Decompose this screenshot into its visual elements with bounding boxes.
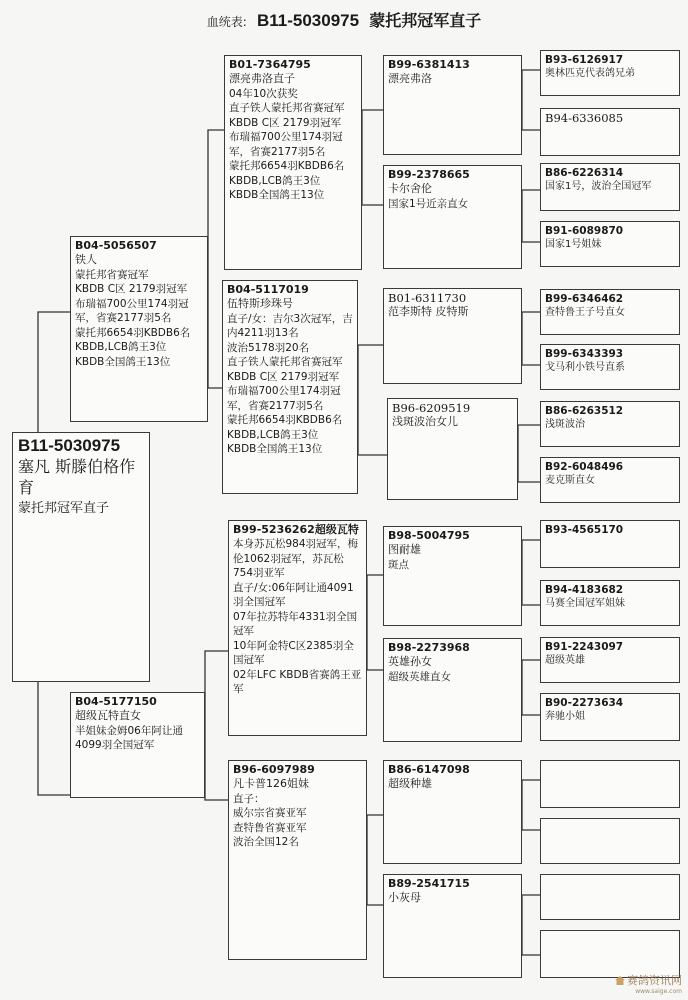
sire-dam-line-6: KBDB,LCB鸽王3位 <box>227 428 319 441</box>
gg-ring-8: B92-6048496 <box>545 461 624 473</box>
site-watermark <box>615 975 682 997</box>
dam-dam-line-2: 查特鲁省赛亚军 <box>233 821 307 834</box>
dd-dam-ring: B89-2541715 <box>388 877 470 890</box>
gg-ring-7: B86-6263512 <box>545 405 624 417</box>
title-ring: B11-5030975 <box>256 11 360 30</box>
connector-dss <box>522 540 540 605</box>
gg-name-12: 奔驰小姐 <box>545 711 585 722</box>
gg-card-8 <box>540 457 680 503</box>
gg-ring-1: B93-6126917 <box>545 54 624 66</box>
ss-dam-line-0: 国家1号近亲直女 <box>388 197 469 210</box>
sire-dam-line-3: KBDB C区 2179羽冠军 <box>227 370 340 383</box>
ds-dam-card <box>383 638 522 742</box>
sire-sire-card <box>224 55 362 270</box>
connector-ddd <box>522 895 540 955</box>
gg-card-12 <box>540 693 680 741</box>
gg-card-15 <box>540 874 680 920</box>
dam-sire-line-1: 直子/女:06年阿让通4091羽全国冠军 <box>233 581 354 608</box>
sire-dam-line-0: 直子/女：吉尔3次冠军，吉内4211羽13名 <box>227 312 353 339</box>
sire-sire-line-4: 蒙托邦6654羽KBDB6名 <box>229 160 345 172</box>
gg-name-7: 浅斑波治 <box>545 419 585 430</box>
main-line-0: 蒙托邦冠军直子 <box>18 501 110 516</box>
sire-line-3: 蒙托邦6654羽KBDB6名 <box>75 326 191 339</box>
dam-dam-line-1: 威尔宗省赛亚军 <box>233 807 307 819</box>
main-pigeon-card <box>12 432 150 682</box>
gg-name-4: 国家1号姐妹 <box>545 239 602 250</box>
sire-line-1: KBDB C区 2179羽冠军 <box>75 283 188 295</box>
gg-card-13 <box>540 760 680 808</box>
sd-dam-name: 浅斑波治女儿 <box>392 415 458 428</box>
dd-sire-ring: B86-6147098 <box>388 763 470 776</box>
gg-card-6 <box>540 344 680 390</box>
gg-name-6: 戈马利小铁号直系 <box>545 362 625 373</box>
sire-sire-line-6: KBDB全国鸽王13位 <box>229 189 325 201</box>
gg-name-3: 国家1号，波治全国冠军 <box>545 181 652 192</box>
ss-sire-name: 漂亮弗洛 <box>388 72 432 85</box>
gg-ring-4: B91-6089870 <box>545 225 624 237</box>
ds-sire-name: 图耐雄 <box>388 543 421 556</box>
gg-card-5 <box>540 289 680 335</box>
ss-sire-card <box>383 55 522 155</box>
gg-name-8: 麦克斯直女 <box>545 475 595 486</box>
sd-sire-ring: B01-6311730 <box>388 291 467 305</box>
sire-sire-ring: B01-7364795 <box>229 58 311 71</box>
gg-card-11 <box>540 637 680 683</box>
sire-dam-line-4: 布瑞福700公里174羽冠军，省赛2177羽5名 <box>227 385 341 412</box>
sire-name: 铁人 <box>75 253 97 266</box>
sire-sire-line-5: KBDB,LCB鸽王3位 <box>229 174 321 187</box>
dam-sire-line-4: 02年LFC KBDB省赛鸽王亚军 <box>233 668 362 695</box>
title-subtitle: 蒙托邦冠军直子 <box>369 11 482 30</box>
dd-sire-name: 超级种雄 <box>388 777 432 790</box>
dd-sire-card <box>383 760 522 864</box>
connector-sdd <box>518 425 540 482</box>
dam-line-0: 半姐妹金姆06年阿让通 <box>75 724 183 737</box>
dam-sire-line-0: 本身苏瓦松984羽冠军，梅伦1062羽冠军，苏瓦松754羽亚军 <box>233 538 359 579</box>
title-label: 血统表: <box>206 15 247 29</box>
dam-sire-ring: B99-5236262超级瓦特 <box>233 523 359 536</box>
gg-name-5: 查特鲁王子号直女 <box>545 307 625 318</box>
dam-dam-line-3: 波治全国12名 <box>233 836 299 848</box>
gg-name-11: 超级英雄 <box>545 655 585 666</box>
dam-ring: B04-5177150 <box>75 695 157 708</box>
watermark-site: 赛鸽资讯网 <box>627 974 682 987</box>
connector-sds <box>522 312 540 365</box>
sire-sire-line-2: KBDB C区 2179羽冠军 <box>229 116 342 129</box>
sire-sire-line-1: 直子铁人蒙托邦省赛冠军 <box>229 102 345 114</box>
gg-card-10 <box>540 580 680 626</box>
gg-card-14 <box>540 818 680 864</box>
gg-card-1 <box>540 50 680 96</box>
gg-ring-2: B94-6336085 <box>545 111 624 125</box>
gg-ring-6: B99-6343393 <box>545 348 624 360</box>
connector-dd <box>367 815 384 905</box>
ss-dam-card <box>383 165 522 269</box>
dd-dam-name: 小灰母 <box>388 891 421 904</box>
main-ring: B11-5030975 <box>18 436 121 455</box>
gg-ring-12: B90-2273634 <box>545 697 624 709</box>
sire-dam-line-7: KBDB全国鸽王13位 <box>227 443 323 455</box>
gg-ring-11: B91-2243097 <box>545 641 624 653</box>
connector-sss <box>522 70 540 130</box>
gg-card-3 <box>540 163 680 211</box>
ds-dam-ring: B98-2273968 <box>388 641 470 654</box>
sire-dam-card <box>222 280 358 494</box>
sire-line-5: KBDB全国鸽王13位 <box>75 355 171 368</box>
sire-sire-name: 漂亮弗洛直子 <box>229 72 295 85</box>
ds-sire-card <box>383 526 522 626</box>
connector-dds <box>522 780 540 830</box>
dam-dam-name: 凡卡普126姐妹 <box>233 777 309 790</box>
dam-name: 超级瓦特直女 <box>75 709 141 722</box>
gg-ring-9: B93-4565170 <box>545 524 624 536</box>
sire-line-4: KBDB,LCB鸽王3位 <box>75 341 167 353</box>
dd-dam-card <box>383 874 522 978</box>
gg-ring-10: B94-4183682 <box>545 584 624 596</box>
dam-dam-card <box>228 760 367 960</box>
dam-sire-line-2: 07年拉苏特年4331羽全国冠军 <box>233 610 358 637</box>
dam-card <box>70 692 205 798</box>
sire-line-2: 布瑞福700公里174羽冠军，省赛2177羽5名 <box>75 297 189 324</box>
sire-dam-line-5: 蒙托邦6654羽KBDB6名 <box>227 414 343 426</box>
connector-ds <box>367 575 384 670</box>
dam-dam-ring: B96-6097989 <box>233 763 315 776</box>
dam-sire-line-3: 10年阿金特C区2385羽全国冠军 <box>233 639 354 666</box>
connector-dsd <box>522 660 540 715</box>
gg-name-1: 奥林匹克代表鸽兄弟 <box>545 68 635 79</box>
sire-card <box>70 236 208 422</box>
sire-dam-name: 伍特斯珍珠号 <box>227 297 293 310</box>
gg-ring-3: B86-6226314 <box>545 167 624 179</box>
connector-ss <box>362 110 384 205</box>
ds-sire-line-0: 斑点 <box>388 558 409 571</box>
gg-card-16 <box>540 930 680 978</box>
sire-sire-line-3: 布瑞福700公里174羽冠军，省赛2177羽5名 <box>229 131 343 158</box>
connector-dam <box>205 651 230 800</box>
sd-dam-ring: B96-6209519 <box>392 401 471 415</box>
gg-card-4 <box>540 221 680 267</box>
sire-ring: B04-5056507 <box>75 239 157 252</box>
sire-line-0: 蒙托邦省赛冠军 <box>75 268 149 281</box>
dam-dam-line-0: 直子： <box>233 792 265 805</box>
sire-dam-ring: B04-5117019 <box>227 283 309 296</box>
gg-card-7 <box>540 401 680 447</box>
ds-dam-name: 英雄孙女 <box>388 655 432 668</box>
dam-sire-card <box>228 520 367 736</box>
ss-sire-ring: B99-6381413 <box>388 58 470 71</box>
ds-sire-ring: B98-5004795 <box>388 529 470 542</box>
sd-dam-card <box>387 398 518 500</box>
sire-dam-line-2: 直子铁人蒙托邦省赛冠军 <box>227 356 343 368</box>
ss-dam-ring: B99-2378665 <box>388 168 470 181</box>
sire-dam-line-1: 波治5178羽20名 <box>227 341 310 354</box>
gg-name-10: 马赛全国冠军姐妹 <box>545 598 625 609</box>
sire-sire-line-0: 04年10次获奖 <box>229 87 298 100</box>
watermark-url: www.saige.com <box>635 988 682 995</box>
connector-ssd <box>522 190 540 242</box>
dam-line-1: 4099羽全国冠军 <box>75 739 155 751</box>
house-icon <box>615 976 625 985</box>
main-name: 塞凡 斯滕伯格作育 <box>18 457 136 497</box>
ds-dam-line-0: 超级英雄直女 <box>388 670 451 683</box>
sd-sire-card <box>383 288 522 384</box>
gg-ring-5: B99-6346462 <box>545 293 624 305</box>
gg-card-9 <box>540 520 680 568</box>
gg-card-2 <box>540 108 680 156</box>
ss-dam-name: 卡尔舍伦 <box>388 182 432 195</box>
sd-sire-name: 范李斯特 皮特斯 <box>388 305 469 318</box>
